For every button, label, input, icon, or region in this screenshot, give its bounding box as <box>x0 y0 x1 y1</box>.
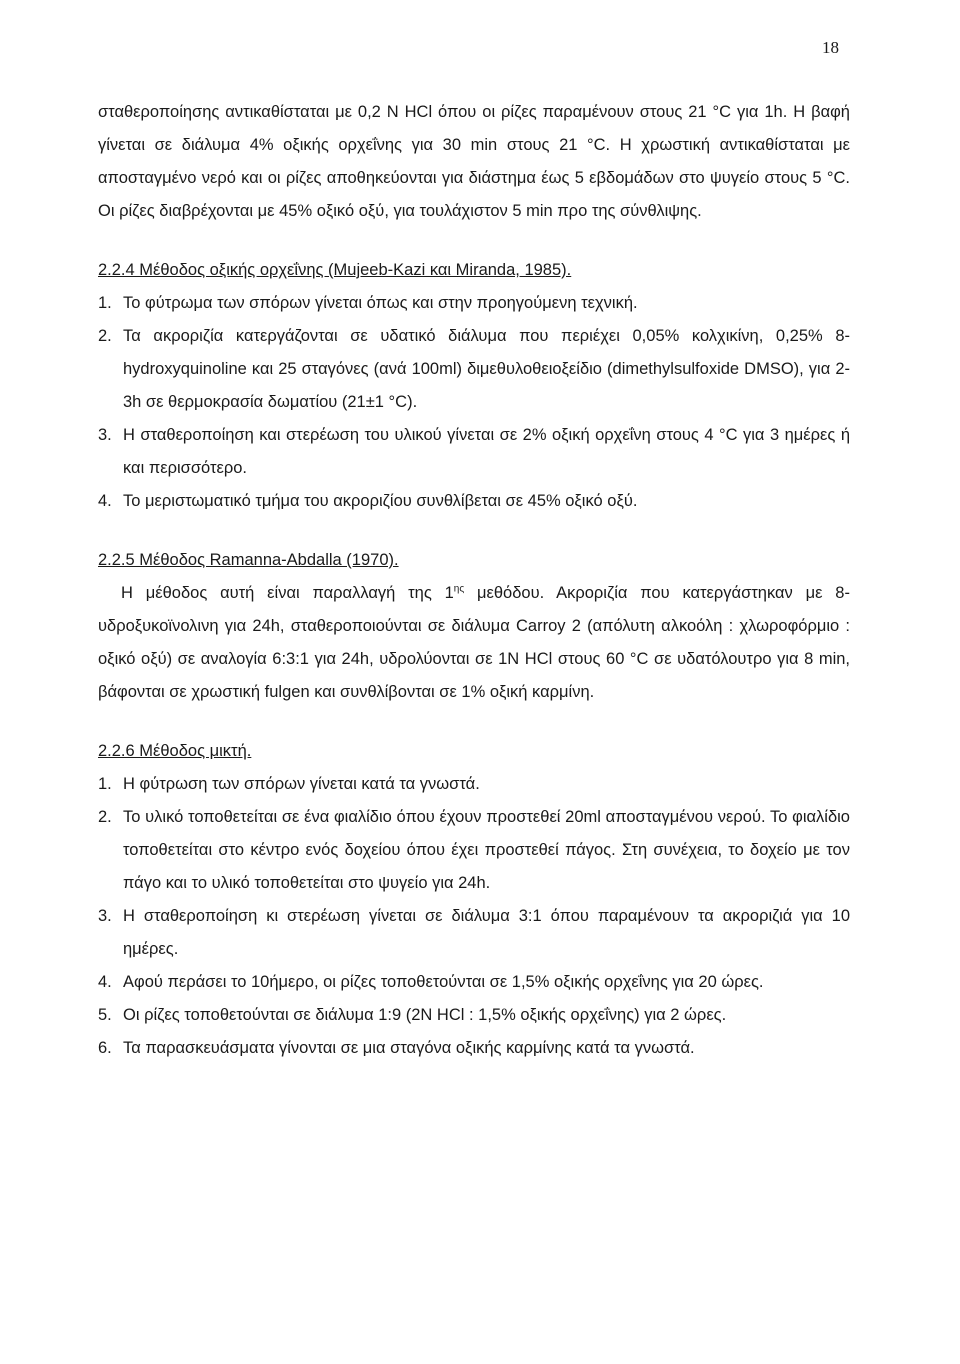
ordinal-superscript: ης <box>453 583 465 595</box>
paragraph-text: Η μέθοδος αυτή είναι παραλλαγή της 1 <box>121 584 454 602</box>
list-text: Τα ακροριζία κατεργάζονται σε υδατικό διάλυμα που περιέχει 0,05% κολχικίνη, 0,25% 8-hydroxyquinoline και 25 σταγόνες (ανά 100ml) διμεθυλοθειοξείδιο (dimethylsulfoxide DMSO), για 2-3h σε θερμοκρασία δωματίου (21±1 °C). <box>123 327 850 411</box>
list-number: 5. <box>98 1006 112 1024</box>
list-number: 6. <box>98 1039 112 1057</box>
page-number: 18 <box>822 38 839 57</box>
list-item <box>98 900 850 966</box>
list-text: Το υλικό τοποθετείται σε ένα φιαλίδιο όπου έχουν προστεθεί 20ml αποσταγμένου νερού. Το φιαλίδιο τοποθετείται στο κέντρο ενός δοχείου όπου έχει προστεθεί πάγος. Στη συνέχεια, το δοχείο με τον πάγο και το υλικό τοποθετείται στο ψυγείο για 24h. <box>123 808 850 892</box>
list-number: 1. <box>98 294 112 312</box>
section-heading-2-2-4: 2.2.4 Μέθοδος οξικής ορχεΐνης (Mujeeb-Kazi και Miranda, 1985). <box>98 261 572 279</box>
list-number: 2. <box>98 808 112 826</box>
list-item <box>98 768 850 801</box>
list-number: 4. <box>98 973 112 991</box>
list-text: Αφού περάσει το 10ήμερο, οι ρίζες τοποθετούνται σε 1,5% οξικής ορχεΐνης για 20 ώρες. <box>123 973 764 991</box>
list-text: Η σταθεροποίηση κι στερέωση γίνεται σε διάλυμα 3:1 όπου παραμένουν τα ακροριζιά για 10 ημέρες. <box>123 907 850 958</box>
list-number: 4. <box>98 492 112 510</box>
list-text: Οι ρίζες τοποθετούνται σε διάλυμα 1:9 (2N HCl : 1,5% οξικής ορχεΐνης) για 2 ώρες. <box>123 1006 727 1024</box>
section-heading-2-2-5: 2.2.5 Μέθοδος Ramanna-Abdalla (1970). <box>98 551 399 569</box>
list-number: 3. <box>98 426 112 444</box>
list-item <box>98 485 850 518</box>
list-number: 1. <box>98 775 112 793</box>
list-item <box>98 419 850 485</box>
list-number: 2. <box>98 327 112 345</box>
list-text: Η σταθεροποίηση και στερέωση του υλικού γίνεται σε 2% οξική ορχεΐνη στους 4 °C για 3 ημέρες ή και περισσότερο. <box>123 426 850 477</box>
list-item <box>98 320 850 419</box>
list-item <box>98 999 850 1032</box>
section-2-2-6-list <box>98 768 850 1065</box>
list-item <box>98 1032 850 1065</box>
section-2-2-4-list <box>98 287 850 518</box>
list-number: 3. <box>98 907 112 925</box>
list-text: Η φύτρωση των σπόρων γίνεται κατά τα γνωστά. <box>123 775 480 793</box>
list-text: Το μεριστωματικό τμήμα του ακροριζίου συνθλίβεται σε 45% οξικό οξύ. <box>123 492 638 510</box>
list-item <box>98 287 850 320</box>
section-heading-2-2-6: 2.2.6 Μέθοδος μικτή. <box>98 742 252 760</box>
list-item <box>98 801 850 900</box>
paragraph-text: μεθόδου. Ακροριζία που κατεργάστηκαν με 8-υδροξυκοϊνολινη για 24h, σταθεροποιούνται σε διάλυμα Carroy 2 (απόλυτη αλκοόλη : χλωροφόρμιο : οξικό οξύ) σε αναλογία 6:3:1 για 24h, υδρολύονται σε 1N HCl στους 60 °C σε υδατόλουτρο για 8 min, βάφονται σε χρωστική fulgen και συνθλίβονται σε 1% οξική καρμίνη. <box>98 584 850 701</box>
document-body <box>98 96 850 1065</box>
list-text: Το φύτρωμα των σπόρων γίνεται όπως και στην προηγούμενη τεχνική. <box>123 294 638 312</box>
list-text: Τα παρασκευάσματα γίνονται σε μια σταγόνα οξικής καρμίνης κατά τα γνωστά. <box>123 1039 695 1057</box>
intro-paragraph: σταθεροποίησης αντικαθίσταται με 0,2 Ν HCl όπου οι ρίζες παραμένουν στους 21 °C για 1h. Η βαφή γίνεται σε διάλυμα 4% οξικής ορχεΐνης για 30 min στους 21 °C. Η χρωστική αντικαθίσταται με αποσταγμένο νερό και οι ρίζες αποθηκεύονται για διάστημα έως 5 εβδομάδων στο ψυγείο στους 5 °C. Οι ρίζες διαβρέχονται με 45% οξικό οξύ, για τουλάχιστον 5 min προ της σύνθλιψης. <box>98 103 850 220</box>
section-2-2-5-paragraph <box>98 577 850 709</box>
list-item <box>98 966 850 999</box>
